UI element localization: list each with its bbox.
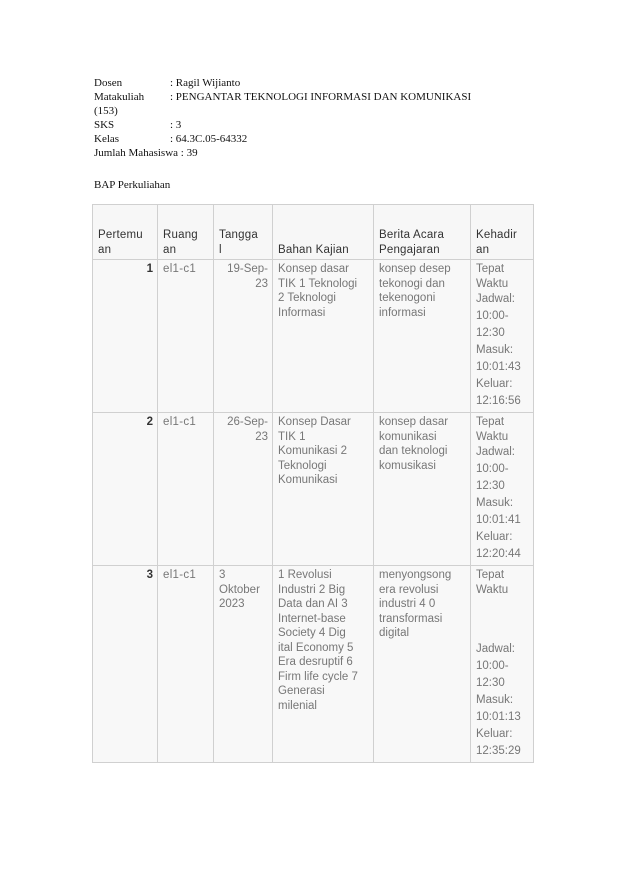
info-value: : Ragil Wijianto <box>170 77 241 89</box>
header-ruangan: Ruang an <box>158 205 214 260</box>
cell-berita-acara: konsep desep tekonogi dan tekenogoni informasi <box>374 260 471 413</box>
header-bahan-kajian: Bahan Kajian <box>273 205 374 260</box>
bap-table <box>92 204 534 763</box>
header-kehadiran: Kehadir an <box>471 205 534 260</box>
table-row <box>93 260 534 413</box>
cell-tanggal: 3 Oktober 2023 <box>214 566 273 763</box>
info-matakuliah <box>94 90 534 104</box>
cell-pertemuan: 1 <box>93 260 158 413</box>
header-pertemuan: Pertemu an <box>93 205 158 260</box>
cell-pertemuan: 3 <box>93 566 158 763</box>
info-label: Kelas <box>94 133 120 145</box>
info-label: Matakuliah <box>94 91 145 103</box>
cell-bahan-kajian: Konsep dasar TIK 1 Teknologi 2 Teknologi Informasi <box>273 260 374 413</box>
info-label: Dosen <box>94 77 123 89</box>
info-kelas <box>94 132 534 146</box>
info-sks <box>94 118 534 132</box>
info-value: : 64.3C.05-64332 <box>170 133 248 145</box>
info-dosen <box>94 76 534 90</box>
cell-kehadiran: Tepat Waktu Jadwal: 10:00- 12:30 Masuk: 10:01:13 Keluar: 12:35:29 <box>471 566 534 763</box>
cell-bahan-kajian: Konsep Dasar TIK 1 Komunikasi 2 Teknologi Komunikasi <box>273 413 374 566</box>
info-value: : PENGANTAR TEKNOLOGI INFORMASI DAN KOMUNIKASI <box>170 91 472 103</box>
info-label: SKS <box>94 119 115 131</box>
section-title: BAP Perkuliahan <box>94 179 171 191</box>
header-tanggal: Tangga l <box>214 205 273 260</box>
table-row <box>93 413 534 566</box>
info-matakuliah-cont: (153) <box>94 105 118 117</box>
info-value: : 3 <box>170 119 182 131</box>
cell-bahan-kajian: 1 Revolusi Industri 2 Big Data dan AI 3 Internet-base Society 4 Dig ital Economy 5 Era desruptif 6 Firm life cycle 7 Generasi milenial <box>273 566 374 763</box>
cell-kehadiran: Tepat Waktu Jadwal: 10:00- 12:30 Masuk: 10:01:41 Keluar: 12:20:44 <box>471 413 534 566</box>
cell-ruangan: el1-c1 <box>158 566 214 763</box>
cell-tanggal: 19-Sep- 23 <box>214 260 273 413</box>
cell-ruangan: el1-c1 <box>158 260 214 413</box>
info-jumlah: Jumlah Mahasiswa : 39 <box>94 147 198 159</box>
course-info <box>94 76 534 160</box>
cell-ruangan: el1-c1 <box>158 413 214 566</box>
table-header-row <box>93 205 534 260</box>
cell-pertemuan: 2 <box>93 413 158 566</box>
cell-tanggal: 26-Sep- 23 <box>214 413 273 566</box>
cell-berita-acara: konsep dasar komunikasi dan teknologi komusikasi <box>374 413 471 566</box>
cell-kehadiran: Tepat Waktu Jadwal: 10:00- 12:30 Masuk: 10:01:43 Keluar: 12:16:56 <box>471 260 534 413</box>
table-row <box>93 566 534 763</box>
cell-berita-acara: menyongsong era revolusi industri 4 0 transformasi digital <box>374 566 471 763</box>
header-berita-acara: Berita Acara Pengajaran <box>374 205 471 260</box>
